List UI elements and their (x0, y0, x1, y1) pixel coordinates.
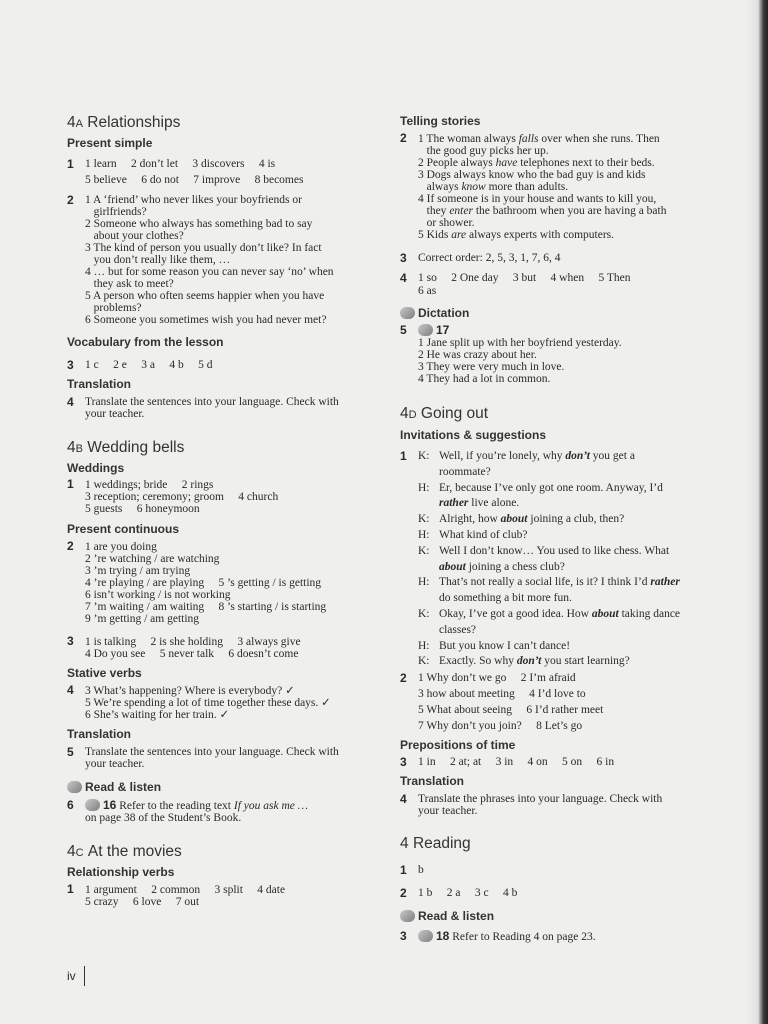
exercise-number: 2 (67, 539, 74, 553)
line-text: taking dance (618, 607, 681, 620)
answer-line: 1 b 2 a 3 c 4 b (418, 887, 518, 899)
answer-block (85, 685, 331, 721)
exercise-number: 1 (400, 863, 407, 877)
answer-line: 1 in 2 at; at 3 in 4 on 5 on 6 in (418, 756, 615, 768)
line-text: or shower. (418, 217, 475, 229)
dialogue-text (439, 608, 680, 620)
line-text: always experts with computers. (466, 229, 615, 241)
italic-answer: are (451, 229, 467, 241)
section-4a-title: 4A Relationships (67, 114, 181, 131)
dialogue-text (439, 545, 669, 557)
answer-line: 6 Someone you sometimes wish you had never met? (85, 314, 327, 326)
answer-line: 4 … but for some reason you can never say ‘no’ when (85, 266, 334, 278)
answer-word: about (500, 513, 528, 526)
answer-line: 3 reception; ceremony; groom 4 church (85, 491, 279, 503)
line-text: Okay, I’ve got a good idea. How (439, 607, 592, 620)
heading-invitations: Invitations & suggestions (400, 428, 547, 442)
exercise-number: 3 (400, 251, 407, 265)
answer-word: rather (650, 576, 680, 589)
dialogue-text (439, 482, 663, 494)
answer-line: 16 Refer to the reading text If you ask me … (85, 799, 308, 812)
speaker-label: H: (418, 528, 430, 541)
answer-line: 5 A person who often seems happier when you have (85, 290, 325, 302)
answer-line: 5 guests 6 honeymoon (85, 503, 200, 515)
speaker-label: K: (418, 450, 430, 462)
line-text: telephones next to their beds. (517, 157, 655, 169)
answer-line: 3 They were very much in love. (418, 361, 565, 373)
answer-line: 5 crazy 6 love 7 out (85, 896, 200, 908)
heading-prepositions: Prepositions of time (400, 738, 516, 752)
italic-answer: falls (518, 133, 539, 145)
section-4c-title: 4C At the movies (67, 843, 182, 860)
answer-line: your teacher. (418, 805, 478, 817)
answer-line (418, 205, 666, 217)
exercise-number: 1 (67, 157, 74, 171)
answer-line: girlfriends? (85, 206, 147, 218)
line-text: more than adults. (485, 181, 569, 193)
answer-line: 1 is talking 2 is she holding 3 always give (85, 636, 301, 648)
line-text: joining a club, then? (527, 513, 625, 526)
answer-block (418, 133, 666, 241)
answer-line: your teacher. (85, 758, 145, 770)
line-text: Alright, how (439, 513, 501, 526)
line-text: live alone. (468, 497, 520, 510)
exercise-number: 4 (400, 271, 407, 285)
answer-line: on page 38 of the Student’s Book. (85, 812, 242, 824)
italic-answer: have (495, 157, 518, 169)
answer-line: 4 ’re playing / are playing 5 ’s getting / is getting (85, 577, 322, 589)
heading-telling-stories: Telling stories (400, 114, 481, 128)
answer-line: 6 as (418, 285, 437, 297)
line-text: Er, because I’ve only got one room. Anyway, I’d (439, 481, 663, 494)
answer-line: 4 Do you see 5 never talk 6 doesn’t come (85, 648, 299, 660)
answer-line: 6 isn’t working / is not working (85, 589, 231, 601)
line-text: joining a chess club? (465, 560, 565, 573)
speaker-label: H: (418, 576, 430, 589)
heading-relationship-verbs: Relationship verbs (67, 865, 175, 879)
answer-line: 9 ’m getting / am getting (85, 613, 200, 625)
italic-answer: know (461, 181, 486, 193)
answer-line: 7 Why don’t you join? 8 Let’s go (418, 720, 583, 732)
answer-line: 2 Someone who always has something bad to say (85, 218, 313, 230)
line-text: you start learning? (541, 655, 630, 668)
answer-block (85, 194, 334, 326)
cd-audio-icon (418, 930, 433, 942)
speaker-label: K: (418, 607, 430, 620)
answer-line: 1 argument 2 common 3 split 4 date (85, 884, 286, 896)
heading-translation: Translation (400, 774, 465, 788)
line-text: 2 People always (418, 157, 496, 169)
answer-line: Correct order: 2, 5, 3, 1, 7, 6, 4 (418, 252, 561, 264)
answer-line: Translate the phrases into your language. Check with (418, 793, 663, 805)
line-text: But you know I can’t dance! (439, 639, 571, 652)
line-text: the good guy picks her up. (418, 145, 549, 157)
answer-word: about (591, 607, 619, 620)
section-4b-title: 4B Wedding bells (67, 439, 185, 456)
heading-translation: Translation (67, 727, 132, 741)
dialogue-text (439, 529, 527, 541)
heading-vocabulary: Vocabulary from the lesson (67, 335, 224, 349)
dialogue-text (439, 592, 572, 604)
exercise-number: 4 (67, 683, 74, 697)
speaker-label: K: (418, 544, 430, 557)
answer-line: 5 We’re spending a lot of time together these days. ✓ (85, 697, 331, 709)
answer-line: 1 c 2 e 3 a 4 b 5 d (85, 359, 213, 371)
speaker-label: H: (418, 481, 430, 494)
answer-line: 5 What about seeing 6 I’d rather meet (418, 704, 604, 716)
answer-line: 5 believe 6 do not 7 improve 8 becomes (85, 174, 304, 186)
line-text: That’s not really a social life, is it? I think I’d (439, 576, 651, 589)
answer-line: you don’t really like them, … (85, 254, 231, 266)
line-text: the bathroom when you are having a bath (472, 205, 667, 217)
line-text: they (418, 205, 450, 217)
answer-block (418, 337, 622, 385)
dialogue-text (439, 513, 624, 525)
exercise-number: 3 (400, 929, 407, 943)
exercise-number: 5 (400, 323, 407, 337)
answer-line: b (418, 864, 424, 876)
track-number: 17 (418, 323, 449, 337)
answer-line: 1 Jane split up with her boyfriend yesterday. (418, 337, 622, 349)
line-text: 3 Dogs always know who the bad guy is and kids (418, 169, 646, 181)
dialogue-text (439, 497, 519, 509)
answer-line: 7 ’m waiting / am waiting 8 ’s starting / is starting (85, 601, 327, 613)
exercise-number: 2 (400, 886, 407, 900)
page-edge-shadow (746, 0, 768, 1024)
answer-line (418, 169, 666, 181)
answer-block (85, 479, 278, 515)
answer-line (418, 181, 666, 193)
answer-line (418, 133, 666, 145)
dialogue-text (439, 655, 630, 667)
line-text: classes? (439, 623, 477, 636)
heading-weddings: Weddings (67, 461, 125, 475)
speaker-label: K: (418, 513, 430, 526)
dialogue-text (439, 640, 570, 652)
answer-line: 3 ’m trying / am trying (85, 565, 191, 577)
heading-read-listen: Read & listen (400, 909, 494, 923)
dialogue-text (439, 450, 635, 462)
answer-line: 18 Refer to Reading 4 on page 23. (418, 930, 596, 943)
cd-audio-icon (400, 307, 415, 319)
answer-line: 1 A ‘friend’ who never likes your boyfriends or (85, 194, 302, 206)
answer-word: don’t (565, 450, 590, 462)
answer-word: don’t (516, 655, 542, 668)
heading-present-simple: Present simple (67, 136, 153, 150)
dialogue-text (439, 561, 565, 573)
answer-line: problems? (85, 302, 142, 314)
answer-line: 3 The kind of person you usually don’t like? In fact (85, 242, 322, 254)
exercise-number: 3 (67, 358, 74, 372)
answer-word: rather (439, 497, 469, 510)
line-text: you get a (589, 450, 635, 462)
line-text: Well I don’t know… You used to like chess. What (439, 544, 670, 557)
exercise-number: 2 (400, 671, 407, 685)
answer-line: 1 are you doing (85, 541, 157, 553)
answer-line: 1 weddings; bride 2 rings (85, 479, 214, 491)
exercise-number: 4 (400, 792, 407, 806)
answer-block (85, 636, 301, 660)
exercise-number: 4 (67, 395, 74, 409)
heading-present-continuous: Present continuous (67, 522, 180, 536)
answer-line: about your clothes? (85, 230, 184, 242)
answer-line: Translate the sentences into your language. Check with (85, 396, 339, 408)
exercise-number: 1 (400, 449, 407, 463)
answer-line (418, 217, 666, 229)
line-text: 4 If someone is in your house and wants to kill you, (418, 193, 657, 205)
answer-line: they ask to meet? (85, 278, 174, 290)
exercise-number: 3 (67, 634, 74, 648)
line-text: Exactly. So why (439, 655, 517, 668)
heading-read-listen: Read & listen (67, 780, 161, 794)
answer-line (418, 145, 666, 157)
answer-line: 1 so 2 One day 3 but 4 when 5 Then (418, 272, 631, 284)
line-text: always (418, 181, 462, 193)
italic-answer: enter (449, 205, 473, 217)
line-text: What kind of club? (439, 528, 528, 541)
page-number: iv (67, 969, 76, 983)
answer-line: 6 She’s waiting for her train. ✓ (85, 709, 230, 721)
answer-line: 4 They had a lot in common. (418, 373, 551, 385)
line-text: Well, if you’re lonely, why (439, 450, 566, 462)
heading-stative-verbs: Stative verbs (67, 666, 142, 680)
speaker-label: H: (418, 639, 430, 652)
section-4d-title: 4D Going out (400, 405, 489, 422)
answer-line: Translate the sentences into your language. Check with (85, 746, 339, 758)
answer-block (418, 672, 603, 736)
answer-line: 2 He was crazy about her. (418, 349, 537, 361)
exercise-number: 6 (67, 798, 74, 812)
dialogue-text (439, 624, 476, 636)
answer-block (85, 541, 326, 625)
section-4-reading-title: 4 Reading (400, 835, 471, 852)
line-text: 5 Kids (418, 229, 452, 241)
line-text: roommate? (439, 465, 491, 478)
heading-translation: Translation (67, 377, 132, 391)
heading-dictation: Dictation (400, 306, 469, 320)
answer-line (418, 229, 666, 241)
answer-line: 3 What’s happening? Where is everybody? ✓ (85, 685, 295, 697)
exercise-number: 3 (400, 755, 407, 769)
cd-audio-icon (418, 324, 433, 336)
line-text: over when she runs. Then (538, 133, 660, 145)
exercise-number: 5 (67, 745, 74, 759)
answer-line: 1 learn 2 don’t let 3 discovers 4 is (85, 158, 276, 170)
cd-audio-icon (67, 781, 82, 793)
answer-line: 3 how about meeting 4 I’d love to (418, 688, 586, 700)
answer-line: 1 Why don’t we go 2 I’m afraid (418, 672, 576, 684)
exercise-number: 2 (400, 131, 407, 145)
answer-line (418, 157, 666, 169)
dialogue-text (439, 466, 491, 478)
dialogue-text (439, 576, 680, 588)
answer-word: about (439, 560, 466, 573)
exercise-number: 1 (67, 882, 74, 896)
exercise-number: 1 (67, 477, 74, 491)
line-text: 1 The woman always (418, 133, 519, 145)
answer-line (418, 193, 666, 205)
line-text: do something a bit more fun. (439, 592, 572, 605)
exercise-number: 2 (67, 193, 74, 207)
answer-block (85, 884, 285, 908)
answer-line: 2 ’re watching / are watching (85, 553, 220, 565)
cd-audio-icon (85, 799, 100, 811)
cd-audio-icon (400, 910, 415, 922)
answer-line: your teacher. (85, 408, 145, 420)
speaker-label: K: (418, 655, 430, 668)
page-number-rule (84, 966, 85, 986)
